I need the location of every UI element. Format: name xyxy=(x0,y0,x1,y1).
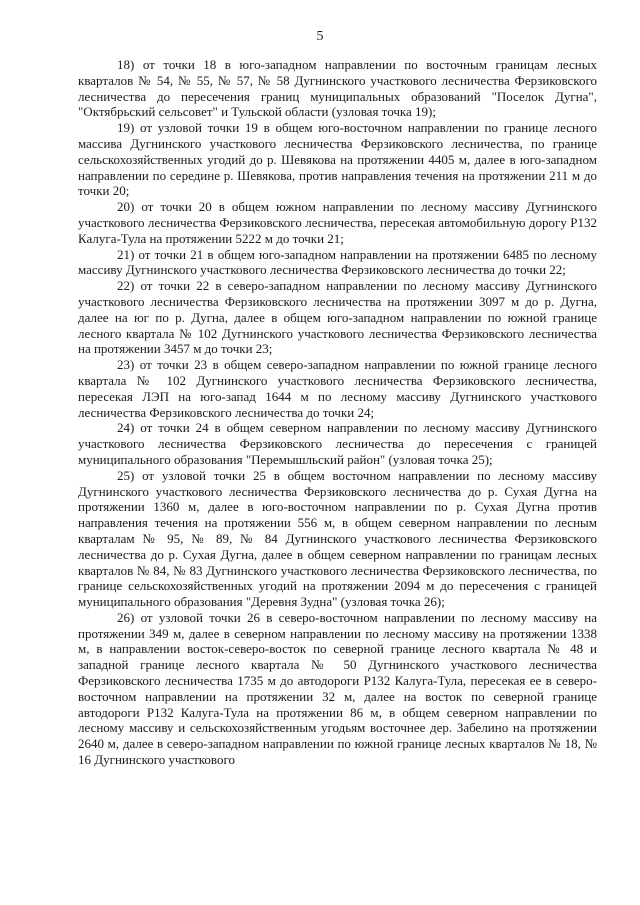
paragraph-item-23: 23) от точки 23 в общем северо-западном направлении по южной границе лесного квартала № 102 Дугнинского участкового лесничества Ферзиковского лесничества, пересекая ЛЭП на юго-запад 1644 м по лесному массиву Дугнинского участкового лесничества Ферзиковского лесничества до точки 24; xyxy=(78,357,597,420)
paragraph-item-20: 20) от точки 20 в общем южном направлении по лесному массиву Дугнинского участкового лесничества Ферзиковского лесничества, пересекая автомобильную дорогу Р132 Калуга-Тула на протяжении 5222 м до точки 21; xyxy=(78,199,597,246)
paragraph-item-24: 24) от точки 24 в общем северном направлении по лесному массиву Дугнинского участкового лесничества Ферзиковского лесничества до пересечения с границей муниципального образования "Перемышльский район" (узловая точка 25); xyxy=(78,420,597,467)
paragraph-item-21: 21) от точки 21 в общем юго-западном направлении на протяжении 6485 по лесному массиву Дугнинского участкового лесничества Ферзиковского лесничества до точки 22; xyxy=(78,246,597,278)
page-number: 5 xyxy=(316,29,324,44)
paragraph-item-19: 19) от узловой точки 19 в общем юго-восточном направлении по границе лесного массива Дугнинского участкового лесничества Ферзиковского лесничества, по границе сельскохозяйственных угодий до р. Шевякова на протяжении 4405 м, далее в юго-западном направлении по середине р. Шевякова, против направления течения на протяжении 211 м до точки 20; xyxy=(78,120,597,199)
document-body xyxy=(78,57,597,768)
paragraph-item-22: 22) от точки 22 в северо-западном направлении по лесному массиву Дугнинского участкового лесничества Ферзиковского лесничества на протяжении 3097 м до р. Дугна, далее на юг по р. Дугна, далее в общем юго-западном направлении по южной границе лесного квартала № 102 Дугнинского участкового лесничества Ферзиковского лесничества на протяжении 3457 м до точки 23; xyxy=(78,278,597,357)
paragraph-item-25: 25) от узловой точки 25 в общем восточном направлении по лесному массиву Дугнинского участкового лесничества Ферзиковского лесничества до р. Сухая Дугна на протяжении 1360 м, далее в юго-восточном направлении по р. Сухая Дугна против направления течения на протяжении 556 м, в общем северном направлении по лесным кварталам № 95, № 89, № 84 Дугнинского участкового лесничества Ферзиковского лесничества до р. Сухая Дугна, далее в общем северном направлении по границам лесных кварталов № 84, № 83 Дугнинского участкового лесничества Ферзиковского лесничества, по границе сельскохозяйственных угодий на протяжении 2094 м до пересечения с границей муниципального образования "Деревня Зудна" (узловая точка 26); xyxy=(78,467,597,610)
paragraph-item-18: 18) от точки 18 в юго-западном направлении по восточным границам лесных кварталов № 54, № 55, № 57, № 58 Дугнинского участкового лесничества Ферзиковского лесничества до пересечения границ муниципальных образований "Поселок Дугна", "Октябрьский сельсовет" и Тульской области (узловая точка 19); xyxy=(78,57,597,120)
paragraph-item-26: 26) от узловой точки 26 в северо-восточном направлении по лесному массиву на протяжении 349 м, далее в северном направлении по лесному массиву на протяжении 1338 м, в направлении восток-северо-восток по северной границе лесного квартала № 48 и западной границе лесного квартала № 50 Дугнинского участкового лесничества Ферзиковского лесничества 1735 м до автодороги Р132 Калуга-Тула, пересекая ее в северо-восточном направлении на протяжении 32 м, далее на восток по северной границе автодороги Р132 Калуга-Тула на протяжении 86 м, в общем северном направлении по лесному массиву и сельскохозяйственным угодьям восточнее дер. Забелино на протяжении 2640 м, далее в северо-западном направлении по южной границе лесных кварталов № 18, № 16 Дугнинского участкового xyxy=(78,609,597,768)
